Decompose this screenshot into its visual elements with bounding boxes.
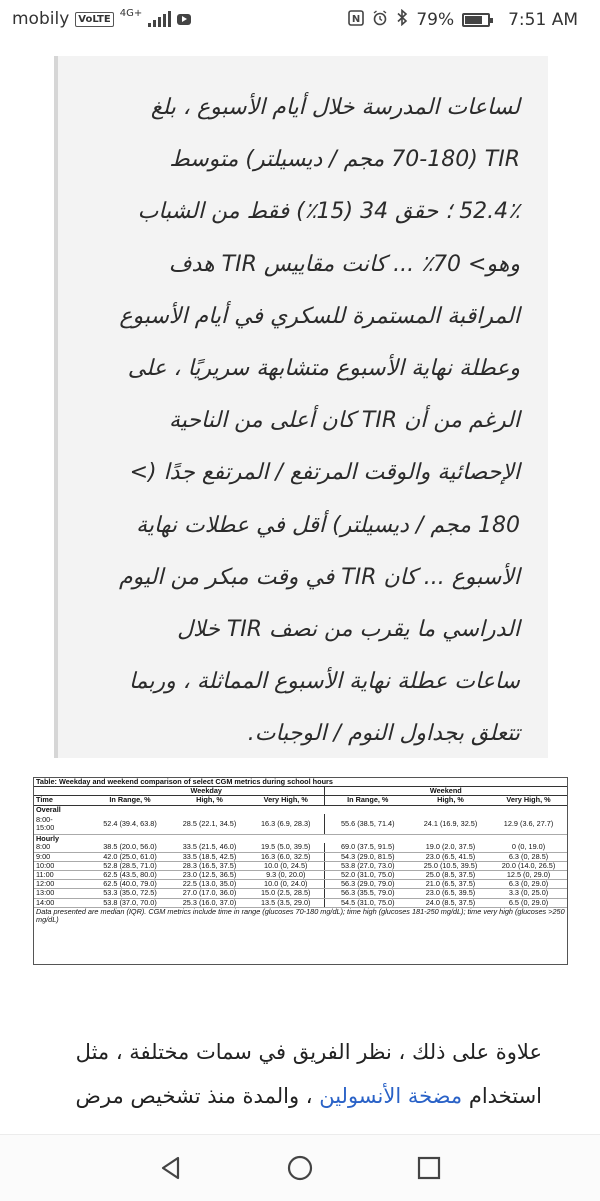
column-header: High, % xyxy=(411,796,490,805)
table-cell: 69.0 (37.5, 91.5) xyxy=(324,843,411,852)
table-cell: 53.3 (35.0, 72.5) xyxy=(89,889,171,898)
column-header: High, % xyxy=(171,796,248,805)
paragraph-line xyxy=(20,1074,542,1118)
quote-line: الإحصائية والوقت المرتفع / المرتفع جدًا (> xyxy=(129,460,520,486)
table-row xyxy=(34,843,567,852)
table-row xyxy=(34,880,567,889)
quote-line: وهو> 70٪ ... كانت مقاييس TIR هدف xyxy=(168,251,520,277)
article-paragraph xyxy=(20,1030,542,1118)
table-row xyxy=(34,871,567,880)
signal-icon xyxy=(148,11,171,27)
table-cell: 19.0 (2.0, 37.5) xyxy=(411,843,490,852)
overall-label: Overall xyxy=(36,805,61,814)
table-cell: 62.5 (43.5, 80.0) xyxy=(89,871,171,880)
table-cell: 54.3 (29.0, 81.5) xyxy=(324,852,411,861)
weekend-group-header: Weekend xyxy=(324,787,567,796)
quote-line: وعطلة نهاية الأسبوع متشابهة سريريًا ، على xyxy=(127,356,520,382)
table-cell: 62.5 (40.0, 79.0) xyxy=(89,880,171,889)
table-cell: 33.5 (18.5, 42.5) xyxy=(171,852,248,861)
blockquote xyxy=(54,56,548,758)
table-cell: 33.5 (21.5, 46.0) xyxy=(171,843,248,852)
quote-line: TIR (70-180 مجم / ديسيلتر) متوسط xyxy=(169,147,520,173)
table-cell: 13.5 (3.5, 29.0) xyxy=(248,898,324,907)
column-header: In Range, % xyxy=(324,796,411,805)
table-cell: 24.0 (8.5, 37.5) xyxy=(411,898,490,907)
paragraph-line: علاوة على ذلك ، نظر الفريق في سمات مختلفة ، مثل xyxy=(75,1040,542,1064)
nfc-icon xyxy=(348,10,364,31)
table-row xyxy=(34,889,567,898)
table-cell: 9.3 (0, 20.0) xyxy=(248,871,324,880)
column-header: In Range, % xyxy=(89,796,171,805)
navigation-bar xyxy=(0,1134,600,1201)
table-cell: 52.0 (31.0, 75.0) xyxy=(324,871,411,880)
table-cell: 19.5 (5.0, 39.5) xyxy=(248,843,324,852)
table-cell: 53.8 (37.0, 70.0) xyxy=(89,898,171,907)
table-cell: 9:00 xyxy=(34,852,89,861)
table-cell: 12.5 (0, 29.0) xyxy=(490,871,567,880)
table-cell: 10:00 xyxy=(34,861,89,870)
bluetooth-icon xyxy=(396,9,408,31)
table-cell: 12.9 (3.6, 27.7) xyxy=(490,814,567,835)
table-cell: 10.0 (0, 24.0) xyxy=(248,880,324,889)
battery-percent: 79% xyxy=(416,10,455,30)
table-cell: 23.0 (6.5, 41.5) xyxy=(411,852,490,861)
column-header: Very High, % xyxy=(490,796,567,805)
table-cell: 24.1 (16.9, 32.5) xyxy=(411,814,490,835)
table-cell: 6.5 (0, 29.0) xyxy=(490,898,567,907)
table-cell: 42.0 (25.0, 61.0) xyxy=(89,852,171,861)
hourly-label: Hourly xyxy=(36,834,60,844)
table-cell: 56.3 (35.5, 79.0) xyxy=(324,889,411,898)
table-cell: 20.0 (14.0, 26.5) xyxy=(490,861,567,870)
table-cell: 25.0 (10.5, 39.5) xyxy=(411,861,490,870)
column-header: Time xyxy=(34,796,89,805)
svg-text:N: N xyxy=(352,13,361,25)
table-cell: 22.5 (13.0, 35.0) xyxy=(171,880,248,889)
battery-icon xyxy=(462,13,490,27)
quote-line: ساعات عطلة نهاية الأسبوع المماثلة ، وربما xyxy=(128,669,520,695)
clock-time: 7:51 AM xyxy=(508,10,578,30)
table-cell: 56.3 (29.0, 79.0) xyxy=(324,880,411,889)
status-bar xyxy=(0,0,600,40)
quote-line: الدراسي ما يقرب من نصف TIR خلال xyxy=(177,617,520,643)
table-row xyxy=(34,852,567,861)
table-cell: 25.0 (8.5, 37.5) xyxy=(411,871,490,880)
table-cell: 8:00- 15:00 xyxy=(34,814,89,835)
table-cell: 13:00 xyxy=(34,889,89,898)
table-image xyxy=(33,777,568,965)
carrier-name: mobily xyxy=(12,9,70,29)
table-caption: Table: Weekday and weekend comparison of select CGM metrics during school hours xyxy=(34,778,567,787)
table-row xyxy=(34,861,567,870)
table-cell: 52.4 (39.4, 63.8) xyxy=(89,814,171,835)
table-cell: 25.3 (16.0, 37.0) xyxy=(171,898,248,907)
table-cell: 23.0 (12.5, 36.5) xyxy=(171,871,248,880)
paragraph-text: استخدام xyxy=(462,1084,542,1108)
quote-line: المراقبة المستمرة للسكري في أيام الأسبوع xyxy=(119,303,520,329)
table-cell: 6.3 (0, 28.5) xyxy=(490,852,567,861)
table-cell: 0 (0, 19.0) xyxy=(490,843,567,852)
table-cell: 6.3 (0, 29.0) xyxy=(490,880,567,889)
weekday-group-header: Weekday xyxy=(89,787,324,796)
home-icon[interactable] xyxy=(285,1153,315,1187)
table-cell: 10.0 (0, 24.5) xyxy=(248,861,324,870)
table-cell: 54.5 (31.0, 75.0) xyxy=(324,898,411,907)
quote-line: تتعلق بجداول النوم / الوجبات. xyxy=(247,721,520,747)
table-cell: 16.3 (6.9, 28.3) xyxy=(248,814,324,835)
table-cell: 8:00 xyxy=(34,843,89,852)
table-cell: 28.5 (22.1, 34.5) xyxy=(171,814,248,835)
table-cell: 52.8 (28.5, 71.0) xyxy=(89,861,171,870)
table-cell: 12:00 xyxy=(34,880,89,889)
table-cell: 15.0 (2.5, 28.5) xyxy=(248,889,324,898)
column-header: Very High, % xyxy=(248,796,324,805)
table-cell: 23.0 (6.5, 39.5) xyxy=(411,889,490,898)
quote-text xyxy=(88,82,520,761)
quote-line: 180 مجم / ديسيلتر) أقل في عطلات نهاية xyxy=(136,512,520,538)
youtube-icon xyxy=(177,14,191,25)
table-row xyxy=(34,898,567,907)
table-cell: 16.3 (6.0, 32.5) xyxy=(248,852,324,861)
network-type: 4G+ xyxy=(119,7,143,19)
table-cell: 11:00 xyxy=(34,871,89,880)
table-cell: 28.3 (16.5, 37.5) xyxy=(171,861,248,870)
table-cell: 53.8 (27.0, 73.0) xyxy=(324,861,411,870)
quote-line: 52.4٪ ؛ حقق 34 (15٪) فقط من الشباب xyxy=(137,199,520,225)
table-cell: 55.6 (38.5, 71.4) xyxy=(324,814,411,835)
table-cell: 3.3 (0, 25.0) xyxy=(490,889,567,898)
table-cell: 21.0 (6.5, 37.5) xyxy=(411,880,490,889)
quote-line: لساعات المدرسة خلال أيام الأسبوع ، بلغ xyxy=(150,95,520,120)
alarm-icon xyxy=(372,10,388,31)
paragraph-text: ، والمدة منذ تشخيص مرض xyxy=(75,1084,320,1108)
insulin-pump-link[interactable]: مضخة الأنسولين xyxy=(319,1084,463,1108)
quote-line: الأسبوع ... كان TIR في وقت مبكر من اليوم xyxy=(119,564,520,590)
back-icon[interactable] xyxy=(156,1153,186,1187)
table-cell: 27.0 (17.0, 36.0) xyxy=(171,889,248,898)
cgm-metrics-table xyxy=(34,778,567,925)
volte-icon: VoLTE xyxy=(75,12,113,27)
table-footnote: Data presented are median (IQR). CGM metrics include time in range (glucoses 70-180 mg/dL); time high (glucoses 181-250 mg/dL); time very high (glucoses >250 mg/dL) xyxy=(34,907,567,925)
recents-icon[interactable] xyxy=(414,1153,444,1187)
table-cell: 14:00 xyxy=(34,898,89,907)
table-cell: 38.5 (20.0, 56.0) xyxy=(89,843,171,852)
quote-line: الرغم من أن TIR كان أعلى من الناحية xyxy=(169,408,520,434)
